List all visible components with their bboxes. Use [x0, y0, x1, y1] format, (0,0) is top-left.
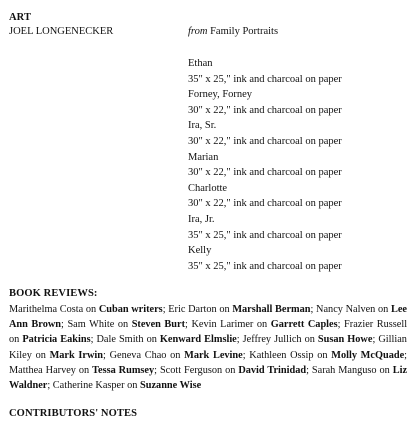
reviewer-name: Matthea Harvey [9, 364, 76, 376]
review-separator: ; [47, 380, 51, 392]
review-joiner: on [146, 334, 157, 346]
artwork-details: 30" x 22," ink and charcoal on paper [188, 198, 342, 210]
reviewer-name: Catherine Kasper [52, 380, 125, 392]
review-joiner: on [379, 364, 390, 376]
review-entry [243, 334, 376, 345]
review-entry [191, 319, 340, 330]
review-subject: Patricia Eakins [22, 334, 91, 346]
review-separator: ; [154, 364, 158, 376]
review-separator: ; [61, 319, 64, 331]
artwork-list [188, 56, 342, 274]
artist-name: JOEL LONGENECKER [9, 26, 114, 37]
reviewer-name: Sam White [67, 319, 115, 331]
review-entry [110, 350, 246, 361]
reviewer-name: Kevin Larimer [191, 319, 254, 331]
review-joiner: on [304, 334, 315, 346]
review-subject: Molly McQuade [331, 349, 405, 361]
review-subject: David Trinidad [238, 364, 307, 376]
book-reviews-heading: BOOK REVIEWS: [9, 288, 98, 299]
book-reviews-paragraph [9, 302, 407, 393]
review-entry [9, 365, 157, 376]
artwork-title: Marian [188, 151, 219, 163]
series-title [188, 26, 278, 37]
review-separator: ; [242, 349, 246, 361]
review-subject: Garrett Caples [270, 319, 338, 331]
artwork-title: Ethan [188, 58, 213, 69]
artwork-item [188, 181, 342, 212]
artwork-item [188, 243, 342, 274]
artwork-item [188, 118, 342, 149]
review-subject: Cuban writers [98, 304, 163, 315]
review-joiner: on [78, 364, 90, 376]
review-joiner: on [127, 380, 138, 392]
review-separator: ; [306, 364, 309, 376]
reviewer-name: Marithelma Costa [9, 304, 84, 315]
artwork-title: Ira, Jr. [188, 213, 215, 225]
artwork-title: Charlotte [188, 182, 228, 194]
review-joiner: on [256, 319, 268, 331]
review-joiner: on [317, 349, 328, 361]
review-subject: Steven Burt [131, 319, 186, 331]
review-joiner: on [170, 349, 181, 361]
review-subject: Tessa Rumsey [92, 364, 155, 376]
review-separator: ; [90, 334, 94, 346]
reviewer-name: Jeffrey Jullich [242, 334, 302, 346]
review-joiner: on [85, 304, 97, 315]
review-joiner: on [9, 334, 20, 346]
reviewer-name: Sarah Manguso [311, 364, 377, 376]
review-subject: Liz Waldner [9, 364, 408, 392]
review-joiner: on [225, 364, 236, 376]
review-separator: ; [236, 334, 240, 346]
review-subject: Susan Howe [317, 334, 373, 346]
review-separator: ; [372, 334, 376, 346]
review-separator: ; [337, 319, 341, 331]
artwork-title: Forney, Forney [188, 89, 253, 101]
art-heading: ART [9, 12, 32, 23]
series-prefix: from [188, 26, 208, 37]
review-joiner: on [378, 304, 389, 315]
review-joiner: on [117, 319, 129, 331]
artwork-details: 30" x 22," ink and charcoal on paper [188, 167, 342, 179]
artwork-details: 30" x 22," ink and charcoal on paper [188, 135, 342, 147]
review-entry [160, 365, 309, 376]
review-subject: Marshall Berman [232, 304, 311, 315]
artwork-details: 35" x 25," ink and charcoal on paper [188, 260, 342, 272]
reviewer-name: Gillian Kiley [9, 334, 407, 361]
review-separator: ; [103, 349, 106, 361]
review-separator: ; [404, 349, 408, 361]
review-entry [168, 304, 313, 315]
review-entry [67, 319, 187, 330]
review-subject: Lee Ann Brown [9, 304, 407, 331]
review-subject: Mark Levine [184, 349, 243, 361]
reviewer-name: Dale Smith [96, 334, 144, 346]
contributors-notes-heading: CONTRIBUTORS' NOTES [9, 408, 138, 419]
artwork-details: 35" x 25," ink and charcoal on paper [188, 73, 342, 85]
review-entry [249, 350, 407, 361]
reviewer-name: Nancy Nalven [316, 304, 376, 315]
review-entry [9, 304, 166, 315]
review-joiner: on [35, 349, 46, 361]
artwork-details: 35" x 25," ink and charcoal on paper [188, 229, 342, 241]
artwork-details: 30" x 22," ink and charcoal on paper [188, 104, 342, 116]
review-separator: ; [162, 304, 166, 315]
reviewer-name: Geneva Chao [109, 349, 167, 361]
artwork-item [188, 212, 342, 243]
reviewer-name: Scott Ferguson [159, 364, 223, 376]
review-entry [53, 380, 201, 391]
review-separator: ; [310, 304, 314, 315]
artwork-title: Ira, Sr. [188, 120, 217, 132]
reviewer-name: Eric Darton [168, 304, 217, 315]
review-subject: Suzanne Wise [140, 380, 202, 392]
artwork-item [188, 56, 342, 87]
artwork-title: Kelly [188, 245, 212, 257]
review-entry [96, 334, 239, 345]
series-name: Family Portraits [210, 26, 279, 37]
review-subject: Mark Irwin [49, 349, 104, 361]
review-separator: ; [185, 319, 188, 331]
artwork-item [188, 150, 342, 181]
review-joiner: on [219, 304, 230, 315]
review-subject: Kenward Elmslie [159, 334, 237, 346]
reviewer-name: Kathleen Ossip [249, 349, 314, 361]
reviewer-name: Frazier Russell [344, 319, 408, 331]
artwork-item [188, 87, 342, 118]
